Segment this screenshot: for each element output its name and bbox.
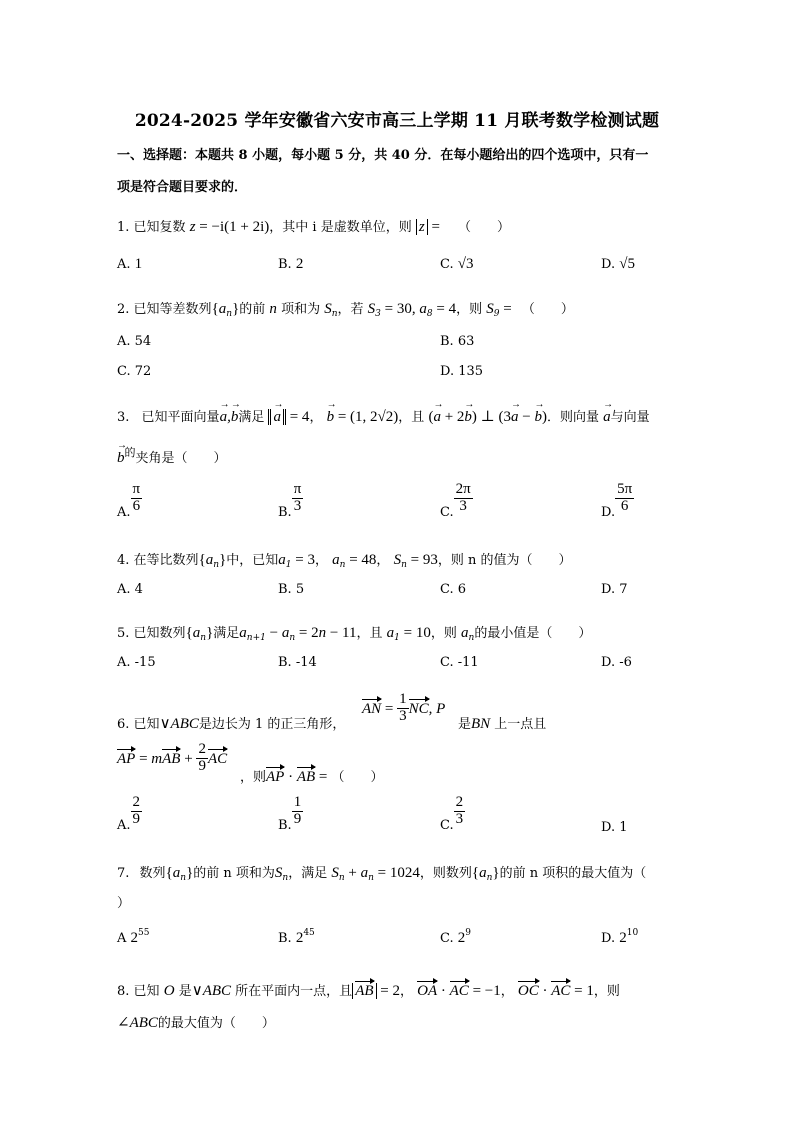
q6-option-b[interactable]: B. $\frac{1}{9}$: [278, 794, 302, 833]
q4-option-a[interactable]: A. 4: [117, 582, 143, 597]
question-3: 3. 已知平面向量a →,b →满足 a → = 4， b → = (1, 2√2)，且 (a → + 2b →) ⊥ (3a → − b →)．则向量 a →与向量: [117, 406, 650, 426]
question-6-cont: 是BN 上一点且: [458, 716, 547, 732]
q2-option-c[interactable]: C. 72: [117, 364, 152, 379]
q4-option-d[interactable]: D. 7: [601, 582, 628, 597]
q6-option-a[interactable]: A. $\frac{2}{9}$: [117, 794, 141, 833]
q4-option-b[interactable]: B. 5: [278, 582, 305, 597]
q7-option-c[interactable]: C. $2^9$: [440, 928, 471, 946]
question-4: 4. 在等比数列$\{a_n\}$中，已知$a_1 = 3$， $a_n = 48$， $S_n = 93$，则 n 的值为（ ）: [117, 552, 572, 570]
formula-ap: AP = mAB + $\frac{2}{9}$ AC: [117, 741, 228, 774]
page-title: 2024-2025 学年安徽省六安市高三上学期 11 月联考数学检测试题: [134, 111, 660, 131]
q3-option-c[interactable]: C. $\frac{2\pi}{3}$: [440, 481, 471, 520]
q3-option-b[interactable]: B. $\frac{\pi}{3}$: [278, 481, 302, 520]
q7-option-a[interactable]: A $2^{55}$: [117, 928, 150, 946]
section-heading-line1: 一、选择题：本题共 8 小题，每小题 5 分，共 40 分．在每小题给出的四个选项中，只有一: [117, 148, 649, 163]
q1-option-d[interactable]: D. √5: [601, 256, 635, 272]
question-3-line2: b →$^的$夹角是（ ）: [117, 444, 227, 467]
section-heading-line2: 项是符合题目要求的．: [117, 180, 248, 195]
q3-option-a[interactable]: A. $\frac{\pi}{6}$: [117, 481, 141, 520]
question-5: 5. 已知数列$\{a_n\}$满足$a_{n+1} - a_n = 2n - 11$，且 $a_1 = 10$，则 $a_n$的最小值是（ ）: [117, 625, 592, 643]
question-8-line2: ∠ABC的最大值为（ ）: [117, 1015, 275, 1031]
q6-option-d[interactable]: D. 1: [601, 820, 628, 835]
q2-option-a[interactable]: A. 54: [117, 334, 152, 349]
question-7-close: ）: [117, 896, 131, 911]
q2-option-b[interactable]: B. 63: [440, 334, 475, 349]
question-8: 8. 已知 O 是∨ABC 所在平面内一点，且 AB = 2， OA · AC = −1， OC · AC = 1，则: [117, 983, 620, 999]
formula-an-nc: AN = $\frac{1}{3}$ NC, P: [362, 691, 446, 724]
q5-option-d[interactable]: D. -6: [601, 655, 632, 670]
q1-option-b[interactable]: B. 2: [278, 256, 304, 272]
q5-option-c[interactable]: C. -11: [440, 655, 479, 670]
q2-option-d[interactable]: D. 135: [440, 364, 484, 379]
q6-option-c[interactable]: C. $\frac{2}{3}$: [440, 794, 464, 833]
question-6-line2: ，则AP · AB = （ ）: [240, 769, 384, 785]
q1-option-a[interactable]: A. 1: [117, 256, 143, 272]
question-2: 2. 已知等差数列$\{a_n\}$的前 n 项和为 $S_n$，若 $S_3 = 30$, $a_8 = 4$，则 $S_9$ = （ ）: [117, 301, 574, 319]
q5-option-b[interactable]: B. -14: [278, 655, 317, 670]
q5-option-a[interactable]: A. -15: [117, 655, 156, 670]
q4-option-c[interactable]: C. 6: [440, 582, 467, 597]
question-6: 6. 已知∨ABC是边长为 1 的正三角形，: [117, 716, 346, 732]
question-7: 7. 数列$\{a_n\}$的前 n 项和为$S_n$，满足 $S_n + a_n = 1024$，则数列$\{a_n\}$的前 n 项积的最大值为（: [117, 865, 647, 883]
question-1: 1. 已知复数 z = −i(1 + 2i)，其中 i 是虚数单位，则 z = （ ）: [117, 219, 511, 235]
q7-option-b[interactable]: B. $2^{45}$: [278, 928, 315, 946]
q3-option-d[interactable]: D. $\frac{5\pi}{6}$: [601, 481, 633, 520]
q1-option-c[interactable]: C. √3: [440, 256, 474, 272]
q7-option-d[interactable]: D. $2^{10}$: [601, 928, 639, 946]
formula-abs-z: z: [416, 219, 428, 235]
formula-z: z: [189, 219, 196, 235]
